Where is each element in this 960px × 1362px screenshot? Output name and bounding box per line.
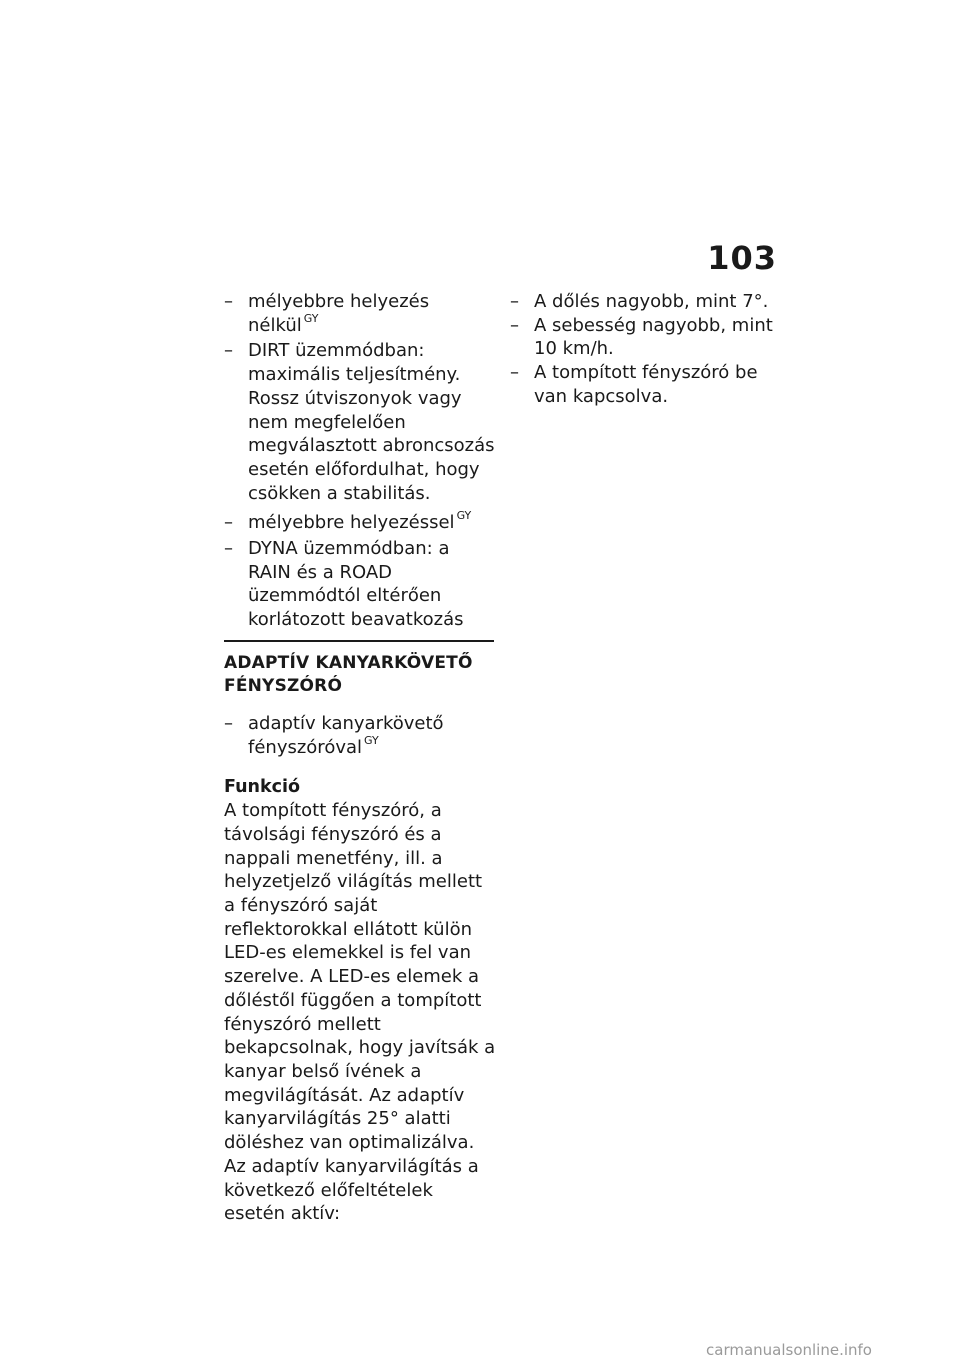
dash-bullet: – xyxy=(224,712,233,734)
list-item-text: adaptív kanyarkövető fényszóróval xyxy=(248,712,444,758)
list-item-text: mélyebbre helyezéssel xyxy=(248,512,455,534)
option-marker: GY xyxy=(364,733,379,747)
equipment-list xyxy=(224,712,496,761)
list-item xyxy=(510,290,780,314)
list-item-text: DYNA üzemmódban: a RAIN és a ROAD üzemmódtól eltérően korlátozott beavatkozás xyxy=(248,538,464,631)
mode-list-without-lowering xyxy=(224,290,496,505)
section-heading-line1: ADAPTÍV KANYARKÖVETŐ xyxy=(224,652,473,673)
right-column xyxy=(510,290,780,409)
page-number: 103 xyxy=(707,239,777,277)
conditions-list xyxy=(510,290,780,409)
list-item xyxy=(224,339,496,505)
section-heading xyxy=(224,652,496,698)
list-item xyxy=(510,361,780,408)
conditions-paragraph: Az adaptív kanyarvilágítás a következő előfeltételek esetén aktív: xyxy=(224,1155,479,1225)
section-divider xyxy=(224,640,494,642)
list-item-text: mélyebbre helyezés nélkül xyxy=(248,291,430,336)
mode-list-with-lowering xyxy=(224,511,496,632)
list-item xyxy=(510,314,780,361)
dash-bullet: – xyxy=(224,512,233,534)
list-item xyxy=(224,537,496,632)
dash-bullet: – xyxy=(224,538,233,560)
dash-bullet: – xyxy=(510,314,519,336)
dash-bullet: – xyxy=(224,291,233,312)
dash-bullet: – xyxy=(224,340,233,362)
list-item xyxy=(224,511,496,537)
list-item-text: DIRT üzemmódban: maximális teljesítmény. Rossz útviszonyok vagy nem megfelelően megválasztott abroncsozás esetén előfordulhat, hogy csökken a stabilitás. xyxy=(248,340,495,504)
section-heading-line2: FÉNYSZÓRÓ xyxy=(224,675,343,696)
function-subheading: Funkció xyxy=(224,777,301,798)
watermark: carmanualsonline.info xyxy=(706,1341,872,1359)
left-column xyxy=(224,290,496,1226)
list-item xyxy=(224,712,496,761)
list-item-text: A tompított fényszóró be van kapcsolva. xyxy=(534,362,758,407)
dash-bullet: – xyxy=(510,291,519,312)
list-item-text: A sebesség nagyobb, mint 10 km/h. xyxy=(534,314,773,360)
function-paragraph: A tompított fényszóró, a távolsági fényszóró és a nappali menetfény, ill. a helyzetjelző világítás mellett a fényszóró saját reflektorokkal ellátott külön LED-es elemekkel is fel van szerelve. A LED-es elemek a dőléstől függően a tompított fényszóró mellett bekapcsolnak, hogy javítsák a kanyar belső ívének a megvilágítását. Az adaptív kanyarvilágítás 25° alatti döléshez van optimalizálva. xyxy=(224,800,496,1154)
list-item-text: A dőlés nagyobb, mint 7°. xyxy=(534,291,769,312)
dash-bullet: – xyxy=(510,362,519,384)
option-marker: GY xyxy=(303,311,319,325)
option-marker: GY xyxy=(456,509,472,523)
list-item xyxy=(224,290,496,339)
